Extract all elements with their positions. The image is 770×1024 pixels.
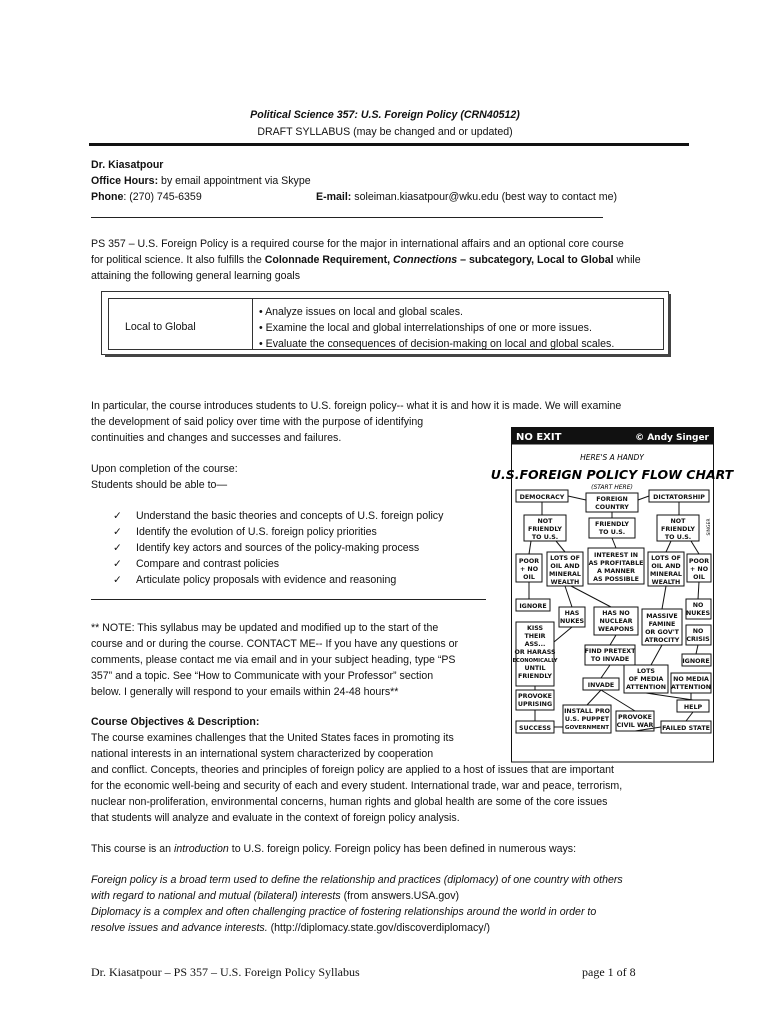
footer-left: Dr. Kiasatpour – PS 357 – U.S. Foreign Policy Syllabus — [91, 965, 360, 979]
objectives-line: and conflict. Concepts, theories and principles of foreign policy are applied to a host of issues that are important — [91, 764, 614, 776]
flow-chart-cartoon — [490, 427, 734, 763]
introduction-emphasis: introduction — [174, 843, 229, 855]
office-hours-value: by email appointment via Skype — [158, 175, 311, 187]
intro-text-end: while — [613, 254, 641, 266]
label-install-1: INSTALL PRO — [564, 708, 610, 715]
intro-text: for political science. It also fulfills the — [91, 254, 265, 266]
objective-item: Articulate policy proposals with evidence and reasoning — [136, 574, 397, 586]
objective-item: Compare and contrast policies — [136, 558, 280, 570]
objectives-line: The course examines challenges that the United States faces in promoting its — [91, 732, 454, 744]
label-lots-4: WEALTH — [550, 579, 580, 586]
phone-label: Phone — [91, 191, 124, 203]
intro-line-2 — [91, 252, 641, 268]
diplomacy-definition-2 — [91, 920, 490, 936]
label-poor-3: OIL — [523, 574, 535, 581]
label-massive-3: OR GOV'T — [645, 629, 679, 636]
label-poor-2: + NO — [689, 566, 709, 573]
diplomacy-definition: Diplomacy is a complex and often challenging practice of fostering relationships around the world in order to — [91, 906, 597, 918]
check-icon: ✓ — [113, 574, 122, 586]
label-hasno-3: WEAPONS — [598, 626, 634, 633]
label-nf-1: NOT — [670, 518, 686, 525]
label-civil-1: PROVOKE — [618, 714, 652, 721]
table-shadow — [105, 354, 671, 357]
cartoon-start: (START HERE) — [591, 484, 633, 491]
email-value: soleiman.kiasatpour@wku.edu (best way to contact me) — [351, 191, 618, 203]
check-icon: ✓ — [113, 558, 122, 570]
objectives-line: that students will analyze and evaluate in the context of foreign policy analysis. — [91, 812, 460, 824]
intro-line-3: attaining the following general learning goals — [91, 270, 301, 282]
objectives-line: for the economic well-being and security of each and every student. International trade, war and peace, terrorism, — [91, 780, 623, 792]
goal-bullet: • Analyze issues on local and global scales. — [259, 306, 463, 318]
label-pretext-1: FIND PRETEXT — [584, 648, 636, 655]
label-kiss-4: OR HARASS — [514, 649, 556, 656]
label-has-1: HAS — [564, 610, 580, 617]
label-poor-2: + NO — [519, 566, 539, 573]
check-icon: ✓ — [113, 542, 122, 554]
label-kiss-6: UNTIL — [524, 665, 546, 672]
cartoon-handy: HERE'S A HANDY — [580, 453, 644, 462]
label-nonukes-1: NO — [692, 602, 704, 609]
document-subtitle: DRAFT SYLLABUS (may be changed and or updated) — [257, 126, 513, 138]
label-int-2: AS PROFITABLE — [588, 560, 644, 567]
label-lots-2: OIL AND — [550, 563, 580, 570]
label-nf-3: TO U.S. — [531, 534, 559, 541]
instructor-name: Dr. Kiasatpour — [91, 159, 164, 171]
office-hours-label: Office Hours: — [91, 175, 159, 187]
label-hasno-2: NUCLEAR — [599, 618, 633, 625]
foreign-policy-definition: Foreign policy is a broad term used to define the relationship and practices (diplomacy) of one country with others — [91, 874, 623, 886]
check-icon: ✓ — [113, 510, 122, 522]
objective-item: Understand the basic theories and concepts of U.S. foreign policy — [136, 510, 444, 522]
introduction-line — [91, 841, 576, 857]
label-ignore-2: IGNORE — [682, 658, 710, 665]
document-title: Political Science 357: U.S. Foreign Policy (CRN40512) — [250, 109, 520, 121]
label-install-2: U.S. PUPPET — [564, 716, 610, 723]
label-lotsmedia-2: OF MEDIA — [628, 676, 664, 683]
note-line: ** NOTE: This syllabus may be updated and modified up to the start of the — [91, 622, 439, 634]
cartoon-svg — [490, 427, 734, 763]
label-nocrisis-2: CRISIS — [686, 636, 710, 643]
label-massive-1: MASSIVE — [646, 613, 678, 620]
label-foreign-1: FOREIGN — [596, 496, 628, 503]
label-nomedia-1: NO MEDIA — [673, 676, 709, 683]
label-massive-2: FAMINE — [648, 621, 676, 628]
label-help: HELP — [683, 704, 703, 711]
label-lotsmedia-3: ATTENTION — [626, 684, 666, 691]
phone — [91, 189, 202, 205]
table-inner — [108, 298, 664, 350]
completion-intro-2: Students should be able to— — [91, 479, 228, 491]
objective-item: Identify key actors and sources of the policy-making process — [136, 542, 420, 554]
label-fr-1: FRIENDLY — [595, 521, 629, 528]
label-provoke-2: UPRISING — [517, 701, 553, 708]
banner-right: © Andy Singer — [635, 433, 709, 443]
label-lots-1: LOTS OF — [651, 555, 681, 562]
label-civil-2: CIVIL WAR — [616, 722, 654, 729]
label-kiss-1: KISS — [526, 625, 544, 632]
definition-source: (from answers.USA.gov) — [340, 890, 460, 902]
note-line: 357” and a topic. See “How to Communicate with your Professor” section — [91, 670, 434, 682]
connections-label: Connections — [393, 254, 458, 266]
label-failed: FAILED STATE — [662, 725, 710, 732]
label-nf-2: FRIENDLY — [661, 526, 695, 533]
table-shadow — [668, 294, 671, 357]
email-label: E-mail: — [316, 191, 352, 203]
label-kiss-5: ECONOMICALLY — [512, 658, 558, 664]
label-foreign-2: COUNTRY — [595, 504, 629, 511]
email — [316, 189, 617, 205]
foreign-policy-definition-2 — [91, 888, 459, 904]
cartoon-signature: SINGER — [707, 518, 712, 536]
objectives-divider — [91, 599, 486, 600]
label-invade: INVADE — [587, 682, 615, 689]
label-lots-4: WEALTH — [651, 579, 681, 586]
particular-line-3: continuities and changes and successes and failures. — [91, 432, 342, 444]
label-int-1: INTEREST IN — [594, 552, 638, 559]
label-lots-3: MINERAL — [650, 571, 682, 578]
objective-item: Identify the evolution of U.S. foreign policy priorities — [136, 526, 377, 538]
label-has-2: NUKES — [559, 618, 585, 625]
office-hours — [91, 173, 311, 189]
objectives-line: national interests in an international system characterized by cooperation — [91, 748, 434, 760]
objectives-heading: Course Objectives & Description: — [91, 716, 260, 728]
label-kiss-3: ASS... — [524, 641, 546, 648]
label-kiss-2: THEIR — [524, 633, 546, 640]
colonnade-requirement: Colonnade Requirement, — [264, 254, 394, 266]
subcategory-label: – subcategory, Local to Global — [457, 254, 614, 266]
label-nonukes-2: NUKES — [685, 610, 711, 617]
label-provoke-1: PROVOKE — [518, 693, 552, 700]
label-nomedia-2: ATTENTION — [671, 684, 711, 691]
label-install-3: GOVERNMENT — [564, 725, 610, 731]
goal-bullet: • Evaluate the consequences of decision-making on local and global scales. — [259, 338, 615, 350]
banner-left: NO EXIT — [516, 432, 562, 443]
definition-text: resolve issues and advance interests. — [91, 922, 268, 934]
completion-intro: Upon completion of the course: — [91, 463, 238, 475]
contact-divider — [91, 217, 603, 218]
note-line: below. I generally will respond to your emails within 24-48 hours** — [91, 686, 399, 698]
label-dictatorship: DICTATORSHIP — [653, 494, 705, 501]
label-democracy: DEMOCRACY — [519, 494, 565, 501]
label-int-4: AS POSSIBLE — [593, 576, 639, 583]
title-divider — [89, 143, 689, 146]
particular-line-2: the development of said policy over time with the purpose of identifying — [91, 416, 424, 428]
check-icon: ✓ — [113, 526, 122, 538]
label-lots-3: MINERAL — [549, 571, 581, 578]
introduction-text: This course is an — [91, 843, 175, 855]
label-lots-1: LOTS OF — [550, 555, 580, 562]
goal-bullets — [259, 304, 614, 352]
label-poor-1: POOR — [518, 558, 540, 565]
intro-line-1: PS 357 – U.S. Foreign Policy is a required course for the major in international affairs and an optional core course — [91, 238, 624, 250]
label-pretext-2: TO INVADE — [590, 656, 630, 663]
label-ignore: IGNORE — [519, 603, 547, 610]
label-success: SUCCESS — [519, 725, 551, 732]
label-poor-1: POOR — [688, 558, 710, 565]
goal-label: Local to Global — [125, 321, 196, 333]
label-nf-3: TO U.S. — [664, 534, 692, 541]
definition-source: (http://diplomacy.state.gov/discoverdiplomacy/) — [267, 922, 491, 934]
table-column-divider — [252, 299, 253, 349]
label-nf-1: NOT — [537, 518, 553, 525]
cartoon-title: U.S.FOREIGN POLICY FLOW CHART — [490, 467, 734, 482]
label-int-3: A MANNER — [597, 568, 635, 575]
label-massive-4: ATROCITY — [644, 637, 680, 644]
label-kiss-7: FRIENDLY — [518, 673, 552, 680]
introduction-text-end: to U.S. foreign policy. Foreign policy has been defined in numerous ways: — [228, 843, 577, 855]
label-nocrisis-1: NO — [692, 628, 704, 635]
page-number: page 1 of 8 — [582, 965, 636, 979]
goal-bullet: • Examine the local and global interrelationships of one or more issues. — [259, 322, 592, 334]
label-lots-2: OIL AND — [651, 563, 681, 570]
label-nf-2: FRIENDLY — [528, 526, 562, 533]
label-poor-3: OIL — [693, 574, 705, 581]
definition-text: with regard to national and mutual (bilateral) interests — [91, 890, 341, 902]
particular-line-1: In particular, the course introduces students to U.S. foreign policy-- what it is and how it is made. We will examine — [91, 400, 622, 412]
learning-goals-table — [101, 291, 669, 355]
label-hasno-1: HAS NO — [602, 610, 630, 617]
objectives-line: nuclear non-proliferation, environmental concerns, human rights and global health are some of the core issues — [91, 796, 608, 808]
label-lotsmedia-1: LOTS — [637, 668, 655, 675]
phone-value: : (270) 745-6359 — [123, 191, 202, 203]
note-line: comments, please contact me via email and in your subject heading, type “PS — [91, 654, 456, 666]
note-line: course and or during the course. CONTACT ME-- If you have any questions or — [91, 638, 459, 650]
label-fr-2: TO U.S. — [598, 529, 626, 536]
